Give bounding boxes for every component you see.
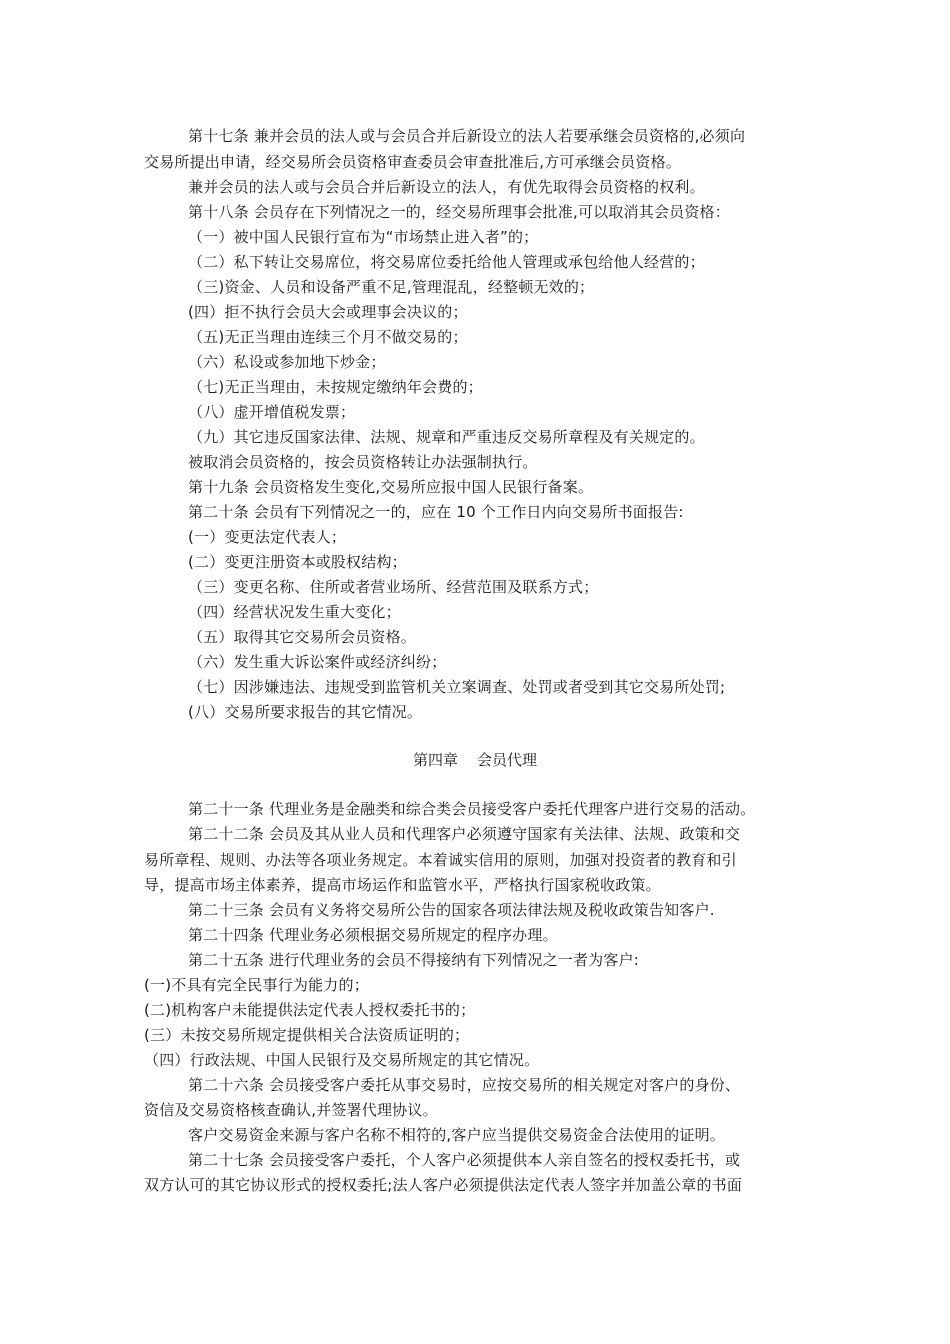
text-line: 客户交易资金来源与客户名称不相符的,客户应当提供交易资金合法使用的证明。 bbox=[188, 1126, 725, 1144]
text-line: （三)资金、人员和设备严重不足,管理混乱，经整顿无效的； bbox=[188, 278, 595, 296]
text-line: 第二十五条 进行代理业务的会员不得接纳有下列情况之一者为客户: bbox=[188, 951, 640, 969]
text-line: 第十九条 会员资格发生变化,交易所应报中国人民银行备案。 bbox=[188, 478, 594, 496]
text-line: 第二十六条 会员接受客户委托从事交易时，应按交易所的相关规定对客户的身份、 bbox=[188, 1076, 741, 1094]
text-line: 双方认可的其它协议形式的授权委托;法人客户必须提供法定代表人签字并加盖公章的书面 bbox=[144, 1176, 743, 1194]
text-line: 第十八条 会员存在下列情况之一的，经交易所理事会批准,可以取消其会员资格： bbox=[188, 203, 730, 221]
text-line: （六）发生重大诉讼案件或经济纠纷； bbox=[188, 653, 447, 671]
text-line: 易所章程、规则、办法等各项业务规定。本着诚实信用的原则，加强对投资者的教育和引 bbox=[144, 851, 737, 869]
text-line: 第二十七条 会员接受客户委托，个人客户必须提供本人亲自签名的授权委托书，或 bbox=[188, 1151, 741, 1169]
text-line: （五)无正当理由连续三个月不做交易的； bbox=[188, 328, 468, 346]
text-line: （六）私设或参加地下炒金； bbox=[188, 353, 386, 371]
text-line: （四）经营状况发生重大变化； bbox=[188, 603, 401, 621]
text-line: (三）未按交易所规定提供相关合法资质证明的； bbox=[144, 1026, 470, 1044]
text-line: （三）变更名称、住所或者营业场所、经营范围及联系方式； bbox=[188, 578, 599, 596]
text-line: （九）其它违反国家法律、法规、规章和严重违反交易所章程及有关规定的。 bbox=[188, 428, 705, 446]
text-line: 第二十三条 会员有义务将交易所公告的国家各项法律法规及税收政策告知客户. bbox=[188, 901, 715, 919]
text-line: (四）拒不执行会员大会或理事会决议的； bbox=[188, 303, 468, 321]
text-line: （五）取得其它交易所会员资格。 bbox=[188, 628, 417, 646]
text-line: （七）因涉嫌违法、违规受到监管机关立案调查、处罚或者受到其它交易所处罚; bbox=[188, 678, 726, 696]
text-line: 第二十二条 会员及其从业人员和代理客户必须遵守国家有关法律、法规、政策和交 bbox=[188, 825, 741, 843]
text-line: 第二十一条 代理业务是金融类和综合类会员接受客户委托代理客户进行交易的活动。 bbox=[188, 800, 756, 818]
text-line: （八）虚开增值税发票； bbox=[188, 403, 356, 421]
chapter-heading: 第四章 会员代理 bbox=[412, 751, 538, 769]
text-line: 第二十条 会员有下列情况之一的，应在 10 个工作日内向交易所书面报告: bbox=[188, 503, 684, 521]
text-line: 兼并会员的法人或与会员合并后新设立的法人，有优先取得会员资格的权利。 bbox=[188, 178, 705, 196]
text-line: 导，提高市场主体素养，提高市场运作和监管水平，严格执行国家税收政策。 bbox=[144, 876, 661, 894]
text-line: (二）变更注册资本或股权结构； bbox=[188, 553, 407, 571]
text-line: 交易所提出申请，经交易所会员资格审查委员会审查批准后,方可承继会员资格。 bbox=[144, 153, 681, 171]
text-line: （二）私下转让交易席位，将交易席位委托给他人管理或承包给他人经营的； bbox=[188, 253, 705, 271]
text-line: (二)机构客户未能提供法定代表人授权委托书的； bbox=[144, 1001, 476, 1019]
text-line: 第二十四条 代理业务必须根据交易所规定的程序办理。 bbox=[188, 926, 558, 944]
text-line: （一）被中国人民银行宣布为“市场禁止进入者”的； bbox=[188, 228, 539, 246]
text-line: （四）行政法规、中国人民银行及交易所规定的其它情况。 bbox=[144, 1051, 540, 1069]
text-line: 被取消会员资格的，按会员资格转让办法强制执行。 bbox=[188, 453, 538, 471]
text-line: 第十七条 兼并会员的法人或与会员合并后新设立的法人若要承继会员资格的,必须向 bbox=[188, 127, 746, 145]
text-line: (一)不具有完全民事行为能力的； bbox=[144, 976, 369, 994]
text-line: 资信及交易资格核查确认,并签署代理协议。 bbox=[144, 1101, 438, 1119]
text-line: (八）交易所要求报告的其它情况。 bbox=[188, 703, 423, 721]
text-line: (一）变更法定代表人； bbox=[188, 528, 347, 546]
text-line: （七)无正当理由，未按规定缴纳年会费的； bbox=[188, 378, 483, 396]
